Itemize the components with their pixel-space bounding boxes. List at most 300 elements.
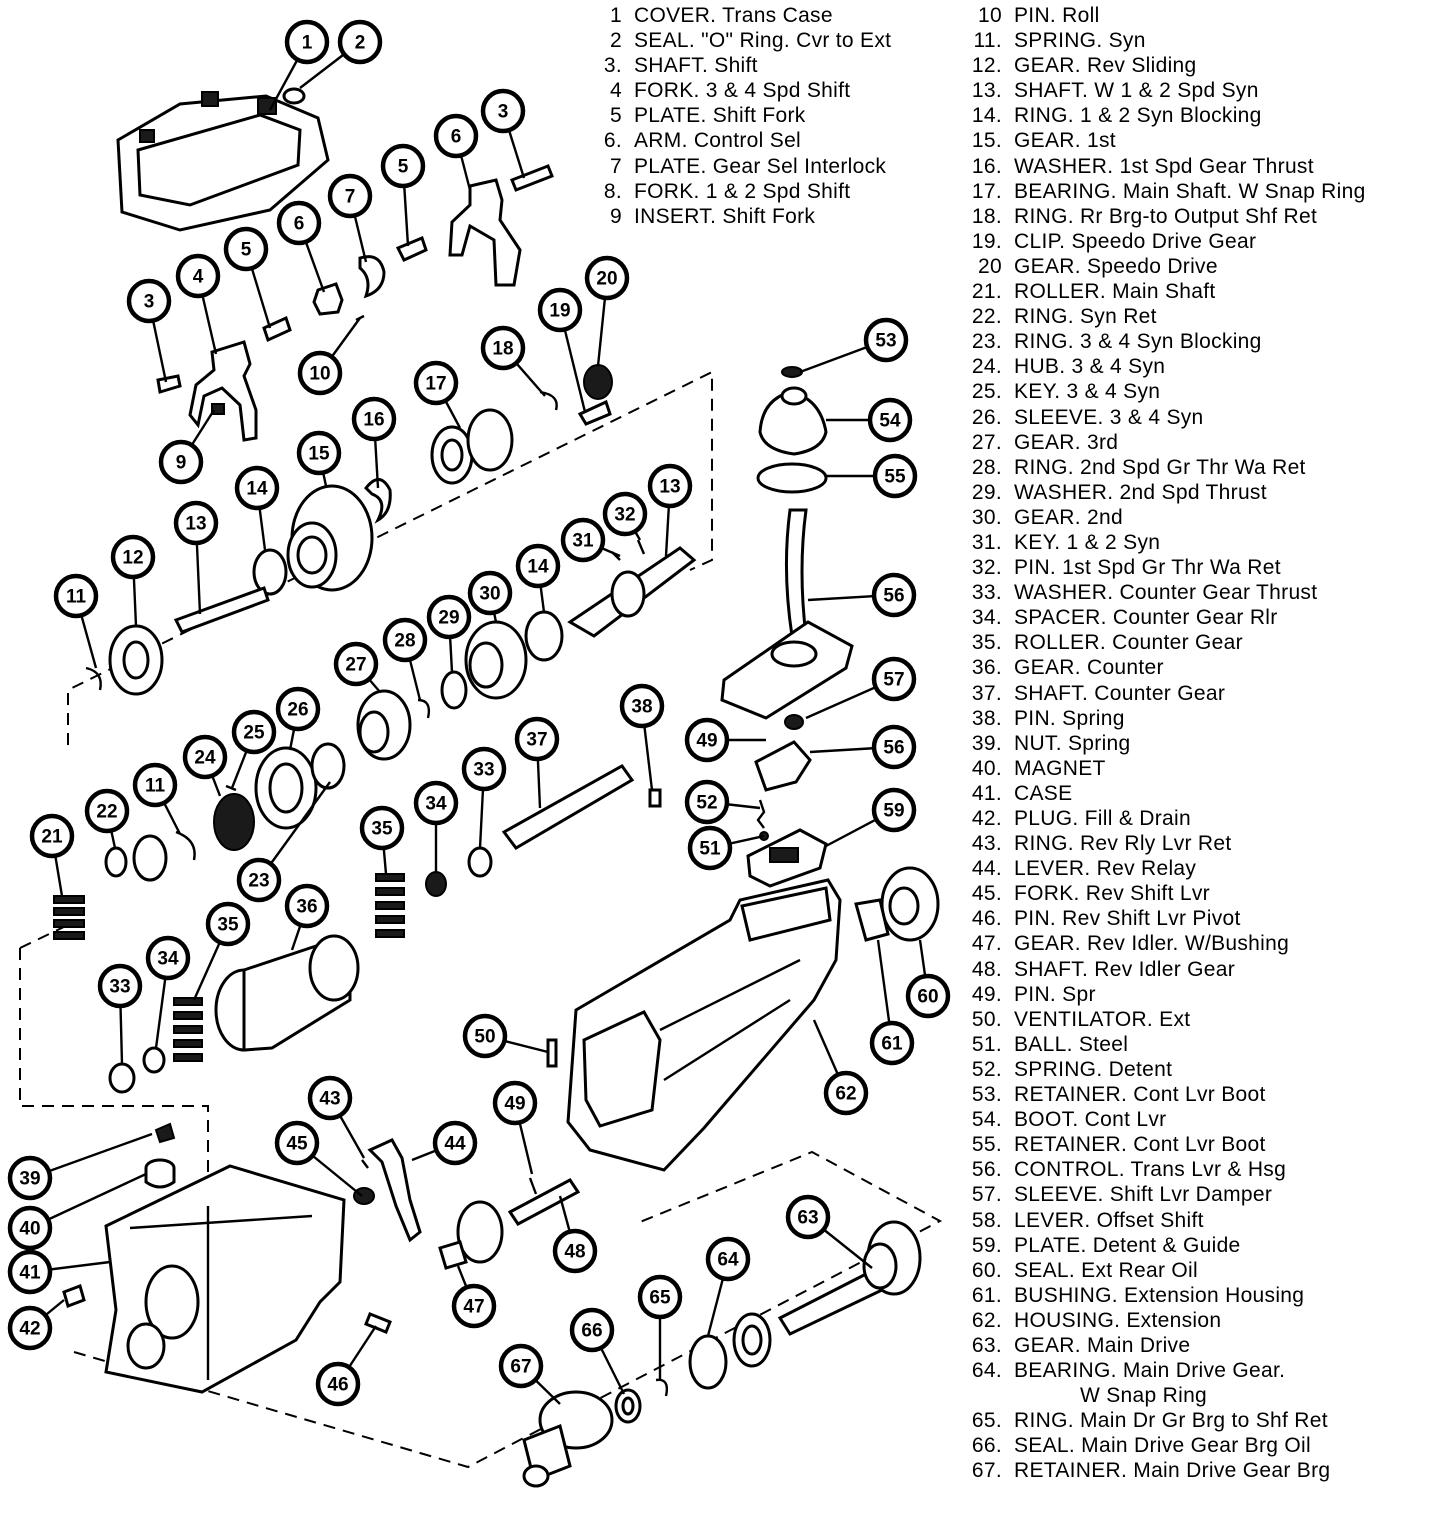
callout-17 xyxy=(416,363,456,403)
legend-item xyxy=(958,179,1366,204)
main-drive-gear-bearing xyxy=(690,1314,770,1388)
legend-item-label: SHAFT. Shift xyxy=(634,54,758,78)
callout-number: 24 xyxy=(194,747,216,769)
counter-gear-shaft xyxy=(504,766,632,848)
legend-item-number: 61. xyxy=(971,1283,1002,1307)
legend-item-number: 64. xyxy=(971,1359,1002,1383)
reverse-lever-pivot-pin xyxy=(366,1314,390,1332)
callout-number: 49 xyxy=(696,730,718,752)
callout-21 xyxy=(32,816,72,856)
legend-item-number: 5 xyxy=(610,104,622,128)
legend-item-label: INSERT. Shift Fork xyxy=(634,204,816,228)
callout-number: 57 xyxy=(883,669,905,691)
callout-11b xyxy=(135,765,175,805)
callout-5b xyxy=(226,229,266,269)
callout-number: 21 xyxy=(41,826,63,848)
legend-item xyxy=(958,831,1366,856)
legend-item xyxy=(958,254,1366,279)
callout-number: 3 xyxy=(143,291,155,313)
legend-item-number: 10 xyxy=(978,4,1002,27)
legend-item xyxy=(958,906,1366,931)
reverse-sliding-gear xyxy=(110,626,162,694)
o-ring-seal xyxy=(284,89,304,103)
main-shaft-bearing xyxy=(432,410,512,483)
legend-item xyxy=(598,103,891,128)
legend-item-number: 11. xyxy=(973,29,1002,53)
legend-item-label: CONTROL. Trans Lvr & Hsg xyxy=(1014,1158,1287,1182)
legend-item-number: 46. xyxy=(971,907,1002,931)
legend-item-label: FORK. Rev Shift Lvr xyxy=(1014,882,1210,906)
callout-number: 7 xyxy=(344,186,356,208)
callout-60 xyxy=(908,976,948,1016)
legend-item-number: 33. xyxy=(971,581,1002,605)
callout-number: 67 xyxy=(510,1356,532,1378)
legend-item xyxy=(958,3,1366,28)
ext-ventilator xyxy=(548,1040,556,1066)
legend-item-label: BEARING. Main Shaft. W Snap Ring xyxy=(1014,179,1366,203)
legend-item-number: 60. xyxy=(971,1258,1002,1282)
legend-item-label: SEAL. Ext Rear Oil xyxy=(1014,1258,1198,1282)
legend-item xyxy=(958,78,1366,103)
extension-housing xyxy=(568,880,840,1170)
callout-31 xyxy=(563,520,603,560)
legend-item xyxy=(958,103,1366,128)
legend-item-number: 15. xyxy=(971,129,1002,153)
callout-number: 13 xyxy=(185,513,207,535)
legend-item-number: 52. xyxy=(971,1057,1002,1081)
legend-item-label: GEAR. Speedo Drive xyxy=(1014,254,1218,278)
callout-62 xyxy=(826,1073,866,1113)
legend-item-label: COVER. Trans Case xyxy=(634,4,833,27)
callout-23 xyxy=(239,860,279,900)
magnet xyxy=(146,1160,174,1187)
legend-item-label: KEY. 3 & 4 Syn xyxy=(1014,380,1161,404)
callout-number: 35 xyxy=(217,914,239,936)
legend-item-number: 59. xyxy=(971,1233,1002,1257)
callout-37 xyxy=(517,719,557,759)
callout-5a xyxy=(383,146,423,186)
legend-item-label: RING. 1 & 2 Syn Blocking xyxy=(1014,104,1262,128)
callout-number: 13 xyxy=(659,476,681,498)
legend-item-label: HOUSING. Extension xyxy=(1014,1308,1222,1332)
speedo-drive-gear xyxy=(584,365,612,399)
syn-spring-b xyxy=(176,832,195,860)
legend-item xyxy=(958,1057,1366,1082)
callout-36 xyxy=(287,886,327,926)
legend-item xyxy=(958,354,1366,379)
legend-item xyxy=(598,179,891,204)
legend-item-number: 18. xyxy=(971,204,1002,228)
legend-item-label: PIN. 1st Spd Gr Thr Wa Ret xyxy=(1014,556,1281,580)
callout-number: 30 xyxy=(479,583,501,605)
legend-item-label: ROLLER. Main Shaft xyxy=(1014,280,1216,304)
legend-item-label: FORK. 3 & 4 Spd Shift xyxy=(634,79,851,103)
detent-spring xyxy=(758,800,764,828)
legend-item xyxy=(958,881,1366,906)
callout-57 xyxy=(874,659,914,699)
callout-number: 53 xyxy=(875,330,897,352)
counter-gear-thrust-washer-b xyxy=(110,1064,134,1092)
legend-item-number: 17. xyxy=(971,179,1002,203)
legend-item xyxy=(958,605,1366,630)
legend-item-number: 41. xyxy=(971,781,1002,805)
callout-number: 51 xyxy=(699,838,721,860)
legend-item-number: 49. xyxy=(971,982,1002,1006)
legend-item-label: BALL. Steel xyxy=(1014,1032,1129,1056)
spring-nut xyxy=(156,1124,174,1142)
callout-number: 14 xyxy=(246,478,268,500)
syn-spring-a xyxy=(86,668,101,690)
syn-retainer-ring xyxy=(106,848,126,876)
legend-item-number: 24. xyxy=(971,355,1002,379)
callout-number: 49 xyxy=(504,1093,526,1115)
legend-item xyxy=(598,78,891,103)
legend-item xyxy=(598,53,891,78)
callout-42 xyxy=(10,1308,50,1348)
legend-item-number: 12. xyxy=(971,54,1002,78)
thrust-pin-1st xyxy=(638,540,644,554)
legend-item xyxy=(958,204,1366,229)
callout-number: 64 xyxy=(717,1249,739,1271)
legend-item-number: 40. xyxy=(971,756,1002,780)
callout-13a xyxy=(176,503,216,543)
legend-item xyxy=(958,1258,1366,1283)
legend-item-number: 25. xyxy=(971,380,1002,404)
legend-item xyxy=(958,681,1366,706)
legend-item-label: LEVER. Rev Relay xyxy=(1014,857,1197,881)
reverse-idler-gear xyxy=(440,1202,502,1268)
callout-4 xyxy=(178,256,218,296)
callout-10 xyxy=(300,353,340,393)
callout-number: 50 xyxy=(474,1026,496,1048)
legend-item-label: RING. 3 & 4 Syn Blocking xyxy=(1014,330,1262,354)
legend-item-label: RETAINER. Main Drive Gear Brg xyxy=(1014,1459,1331,1483)
main-shaft-rollers xyxy=(54,896,84,939)
interlock-plate xyxy=(360,257,384,296)
legend-item-label: WASHER. 1st Spd Gear Thrust xyxy=(1014,154,1314,178)
callout-35b xyxy=(208,904,248,944)
callout-64 xyxy=(708,1239,748,1279)
fill-drain-plug xyxy=(64,1286,84,1306)
legend-item-label: BEARING. Main Drive Gear. xyxy=(1014,1359,1286,1383)
legend-item xyxy=(958,781,1366,806)
callout-18 xyxy=(483,328,523,368)
callout-19 xyxy=(540,290,580,330)
callout-number: 42 xyxy=(19,1318,41,1340)
legend-item-number: 29. xyxy=(971,480,1002,504)
legend-item-label: RING. Main Dr Gr Brg to Shf Ret xyxy=(1014,1409,1328,1433)
legend-item xyxy=(958,229,1366,254)
shift-lever-damper-sleeve xyxy=(785,715,803,729)
legend-item-label: SLEEVE. Shift Lvr Damper xyxy=(1014,1183,1273,1207)
legend-item xyxy=(958,931,1366,956)
legend-item-number: 8. xyxy=(603,179,622,203)
legend-item-number: 53. xyxy=(971,1083,1002,1107)
legend-item-label: SHAFT. W 1 & 2 Spd Syn xyxy=(1014,79,1259,103)
callout-56b xyxy=(874,727,914,767)
callout-number: 45 xyxy=(286,1133,308,1155)
callout-12 xyxy=(113,537,153,577)
blocking-ring-1-2-b xyxy=(526,612,562,660)
boot-retainer-upper xyxy=(782,367,802,377)
legend-item-label: GEAR. Rev Idler. W/Bushing xyxy=(1014,932,1290,956)
legend-item-label: ARM. Control Sel xyxy=(634,129,802,153)
legend-item-number: 66. xyxy=(971,1434,1002,1458)
control-lever-boot xyxy=(760,388,826,454)
legend-item xyxy=(958,555,1366,580)
legend-item xyxy=(958,1233,1366,1258)
reverse-relay-lever xyxy=(370,1140,420,1240)
counter-gear-thrust-washer-a xyxy=(469,848,491,876)
callout-number: 22 xyxy=(96,801,118,823)
callout-number: 5 xyxy=(240,239,252,261)
callout-number: 65 xyxy=(649,1287,671,1309)
legend-item-number: 23. xyxy=(971,330,1002,354)
legend-item xyxy=(598,28,891,53)
legend-item-number: 28. xyxy=(971,455,1002,479)
legend-item-number: 67. xyxy=(971,1459,1002,1483)
legend-item-number: 27. xyxy=(971,430,1002,454)
legend-item-label: FORK. 1 & 2 Spd Shift xyxy=(634,179,851,203)
legend-item-label: SPRING. Syn xyxy=(1014,29,1146,53)
callout-7 xyxy=(330,176,370,216)
callout-number: 63 xyxy=(797,1207,819,1229)
legend-item-number: 37. xyxy=(971,681,1002,705)
legend-item xyxy=(958,28,1366,53)
counter-gear-spacer-b xyxy=(144,1048,164,1072)
legend-item-number: 7 xyxy=(610,154,622,178)
legend-item-label: PLATE. Gear Sel Interlock xyxy=(634,154,887,178)
legend-item xyxy=(958,1408,1366,1433)
legend-item-number: 57. xyxy=(971,1183,1002,1207)
legend-item xyxy=(958,630,1366,655)
main-drive-bearing-oil-seal xyxy=(616,1390,640,1422)
callout-25 xyxy=(234,712,274,752)
syn-sleeve-3-4 xyxy=(256,748,316,828)
callout-number: 34 xyxy=(157,948,179,970)
callout-15 xyxy=(299,433,339,473)
callout-40 xyxy=(10,1208,50,1248)
callout-number: 9 xyxy=(175,452,187,474)
main-drive-bearing-retainer-ring xyxy=(656,1380,667,1396)
legend-item-label: RING. Syn Ret xyxy=(1014,305,1157,329)
legend-item-number: 35. xyxy=(971,631,1002,655)
legend-item xyxy=(958,430,1366,455)
callout-65 xyxy=(640,1277,680,1317)
counter-gear-rollers-upper xyxy=(376,874,404,937)
callout-44 xyxy=(435,1123,475,1163)
spr-pin xyxy=(530,1178,536,1194)
callout-9 xyxy=(161,442,201,482)
callout-number: 32 xyxy=(614,504,636,526)
legend-item-label: PLATE. Detent & Guide xyxy=(1014,1233,1241,1257)
legend-item-label: SHAFT. Rev Idler Gear xyxy=(1014,957,1236,981)
legend-item-number: 26. xyxy=(971,405,1002,429)
legend-item-number: 32. xyxy=(971,556,1002,580)
callout-number: 56 xyxy=(883,585,905,607)
trans-lever-control xyxy=(722,510,852,718)
callout-number: 41 xyxy=(19,1262,41,1284)
legend-item xyxy=(958,128,1366,153)
legend-item-label: W Snap Ring xyxy=(1080,1384,1208,1408)
callout-number: 16 xyxy=(363,409,385,431)
ext-rear-oil-seal xyxy=(882,868,938,940)
gear-1st xyxy=(288,486,372,590)
callout-number: 31 xyxy=(572,530,594,552)
callout-38 xyxy=(622,686,662,726)
callout-33a xyxy=(464,749,504,789)
callout-50 xyxy=(465,1016,505,1056)
legend-item xyxy=(958,580,1366,605)
legend-item xyxy=(958,706,1366,731)
shift-shaft-upper xyxy=(512,166,552,190)
legend-item-label: PIN. Roll xyxy=(1014,4,1100,27)
legend-item xyxy=(958,405,1366,430)
shift-fork-plate-upper xyxy=(398,238,426,260)
callout-43 xyxy=(310,1078,350,1118)
legend-item xyxy=(958,480,1366,505)
legend-item-label: SPRING. Detent xyxy=(1014,1057,1173,1081)
legend-item-number: 6. xyxy=(603,129,622,153)
legend-item xyxy=(958,1458,1366,1483)
shift-shaft-lower xyxy=(158,376,180,392)
legend-item-number: 20 xyxy=(978,254,1002,278)
gear-3rd xyxy=(358,691,410,759)
legend-item-number: 9 xyxy=(610,204,622,228)
callout-number: 11 xyxy=(144,775,166,797)
legend-item-label: GEAR. 3rd xyxy=(1014,430,1119,454)
legend-item-number: 58. xyxy=(971,1208,1002,1232)
callout-number: 33 xyxy=(109,976,131,998)
legend-item-number: 62. xyxy=(971,1308,1002,1332)
callout-number: 52 xyxy=(696,792,718,814)
legend-item-number: 48. xyxy=(971,957,1002,981)
callout-number: 3 xyxy=(497,101,509,123)
callout-41 xyxy=(10,1252,50,1292)
legend-item-label: BOOT. Cont Lvr xyxy=(1014,1108,1167,1132)
callout-number: 10 xyxy=(309,363,331,385)
legend-item-number: 63. xyxy=(971,1333,1002,1357)
callout-number: 60 xyxy=(917,986,939,1008)
legend-item xyxy=(958,731,1366,756)
legend-item xyxy=(958,1157,1366,1182)
callout-14a xyxy=(237,468,277,508)
legend-item-number: 13. xyxy=(971,79,1002,103)
legend-item-number: 47. xyxy=(971,932,1002,956)
legend-item xyxy=(958,1433,1366,1458)
legend-item-label: GEAR. Rev Sliding xyxy=(1014,54,1197,78)
legend-item-number: 43. xyxy=(971,832,1002,856)
callout-47 xyxy=(454,1286,494,1326)
legend-item-label: GEAR. 2nd xyxy=(1014,505,1123,529)
callout-1 xyxy=(287,22,327,62)
callout-3b xyxy=(129,281,169,321)
callout-number: 4 xyxy=(192,266,204,288)
callout-number: 6 xyxy=(293,213,305,235)
callout-number: 44 xyxy=(444,1133,466,1155)
legend-item xyxy=(958,1308,1366,1333)
callout-45 xyxy=(277,1123,317,1163)
callout-2 xyxy=(340,22,380,62)
legend-item-label: MAGNET xyxy=(1014,756,1106,780)
thrust-washer-2nd xyxy=(442,672,466,708)
counter-gear xyxy=(216,936,358,1050)
legend-item xyxy=(958,1082,1366,1107)
legend-item xyxy=(958,957,1366,982)
callout-number: 66 xyxy=(581,1320,603,1342)
legend-item-number: 34. xyxy=(971,606,1002,630)
shift-fork-3-4 xyxy=(190,342,256,440)
callout-16 xyxy=(354,399,394,439)
callout-number: 47 xyxy=(463,1296,485,1318)
legend-item-label: PIN. Rev Shift Lvr Pivot xyxy=(1014,907,1241,931)
legend-item-label: PLUG. Fill & Drain xyxy=(1014,807,1191,830)
legend-item-number: 55. xyxy=(971,1133,1002,1157)
legend-item-label: CLIP. Speedo Drive Gear xyxy=(1014,229,1257,253)
legend-item-number: 1 xyxy=(610,4,622,27)
callout-30 xyxy=(470,573,510,613)
legend-item xyxy=(958,530,1366,555)
callout-number: 56 xyxy=(883,737,905,759)
callout-number: 6 xyxy=(450,126,462,148)
callout-number: 39 xyxy=(19,1168,41,1190)
legend-item-label: RING. Rev Rly Lvr Ret xyxy=(1014,832,1232,856)
legend-item-label: GEAR. 1st xyxy=(1014,129,1116,153)
legend-item-label: PLATE. Shift Fork xyxy=(634,104,806,128)
callout-number: 23 xyxy=(248,870,270,892)
legend-item-number: 14. xyxy=(971,104,1002,128)
callout-number: 35 xyxy=(371,818,393,840)
legend-item-number: 50. xyxy=(971,1007,1002,1031)
legend-item-label: RING. Rr Brg-to Output Shf Ret xyxy=(1014,204,1318,228)
legend-item xyxy=(958,53,1366,78)
control-arm xyxy=(314,284,342,314)
callout-number: 61 xyxy=(881,1033,903,1055)
callout-32 xyxy=(605,494,645,534)
callout-52 xyxy=(687,782,727,822)
callout-number: 38 xyxy=(631,696,653,718)
legend-item-number: 30. xyxy=(971,505,1002,529)
reverse-idler-shaft xyxy=(510,1180,578,1224)
callout-39 xyxy=(10,1158,50,1198)
legend-item-number: 65. xyxy=(971,1409,1002,1433)
callout-number: 33 xyxy=(473,759,495,781)
legend-item-number: 36. xyxy=(971,656,1002,680)
syn-key-3-4 xyxy=(226,786,236,790)
legend-item xyxy=(598,154,891,179)
main-drive-gear xyxy=(780,1222,920,1334)
callout-67 xyxy=(501,1346,541,1386)
parts-legend-column-1 xyxy=(598,3,891,229)
callout-3a xyxy=(483,91,523,131)
callout-66 xyxy=(572,1310,612,1350)
legend-item xyxy=(598,128,891,153)
legend-item xyxy=(958,756,1366,781)
legend-item xyxy=(598,204,891,229)
callout-46 xyxy=(318,1364,358,1404)
main-shaft-w-syn xyxy=(176,588,268,632)
legend-item-number: 54. xyxy=(971,1108,1002,1132)
callout-13b xyxy=(650,466,690,506)
legend-item xyxy=(598,3,891,28)
callout-14b xyxy=(518,546,558,586)
legend-item-label: GEAR. Main Drive xyxy=(1014,1333,1191,1357)
callout-number: 48 xyxy=(564,1241,586,1263)
callout-6b xyxy=(279,203,319,243)
legend-item-label: NUT. Spring xyxy=(1014,731,1131,755)
counter-gear-spacer-a xyxy=(426,872,446,896)
callout-53 xyxy=(866,320,906,360)
